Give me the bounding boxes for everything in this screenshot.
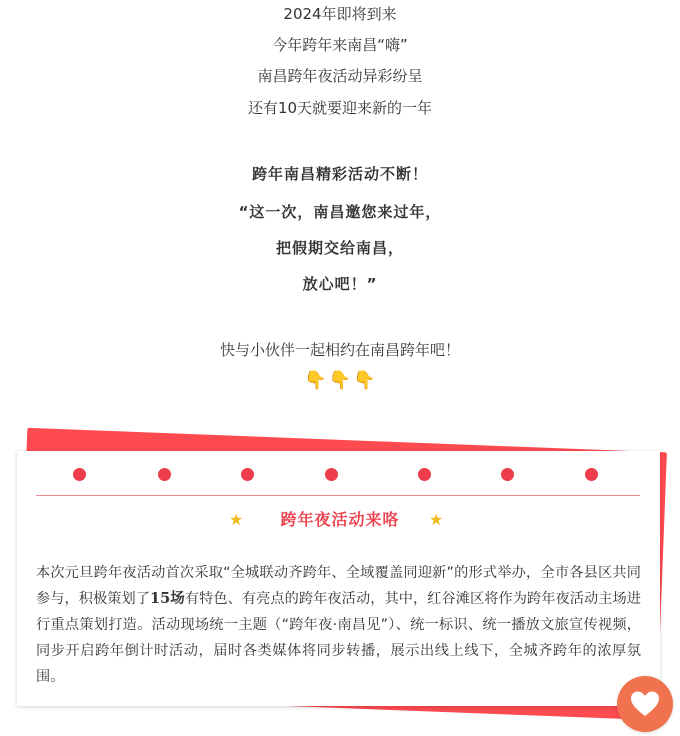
intro-line-3: 南昌跨年夜活动异彩纷呈 [257,67,423,85]
card-body-text [36,560,641,690]
highlight-line-2: “这一次，南昌邀您来过年， [238,203,442,221]
invite-text: 快与小伙伴一起相约在南昌跨年吧！ [219,341,460,359]
decorative-dot-row [36,468,646,484]
heart-icon [630,690,660,718]
intro-line-1: 2024年即将到来 [283,5,397,23]
dot [418,468,431,481]
body-text-part-2: 有特色、有亮点的跨年夜活动，其中，红谷滩区将作为跨年夜活动主场进行重点策划打造。活动现场统一主题（“跨年夜·南昌见”）、统一标识、统一播放文旅宣传视频，同步开启跨年倒计时活动，届时各类媒体将同步转播，展示出线上线下，全城齐跨年的浓厚氛围。 [36,591,641,685]
card-title: 跨年夜活动来咯 [280,510,400,529]
card-title-row [0,507,680,533]
star-icon: ★ [429,510,444,529]
highlight-line-4: 放心吧！” [302,275,378,293]
pointing-down-icon: 👇 [328,370,352,391]
body-text-bold: 15场 [150,590,185,607]
star-icon: ★ [229,510,244,529]
pointing-down-emoji-row [0,370,680,392]
pointing-down-icon: 👇 [353,370,376,391]
like-button[interactable] [617,676,673,732]
highlight-line-3: 把假期交给南昌， [275,239,404,257]
highlight-line-1: 跨年南昌精彩活动不断！ [251,165,428,183]
pointing-down-icon: 👇 [304,370,327,391]
dot [241,468,254,481]
dot [325,468,338,481]
intro-line-2: 今年跨年来南昌“嗨” [272,36,408,54]
card-divider [36,495,640,496]
body-text-part-1: 本次元旦跨年夜活动首次采取“全城联动齐跨年、全域覆盖同迎新”的形式举办，全市各县区共同参与，积极策划了 [36,565,641,607]
dot [158,468,171,481]
dot [501,468,514,481]
dot [73,468,86,481]
dot [585,468,598,481]
intro-line-4: 还有10天就要迎来新的一年 [247,99,433,117]
